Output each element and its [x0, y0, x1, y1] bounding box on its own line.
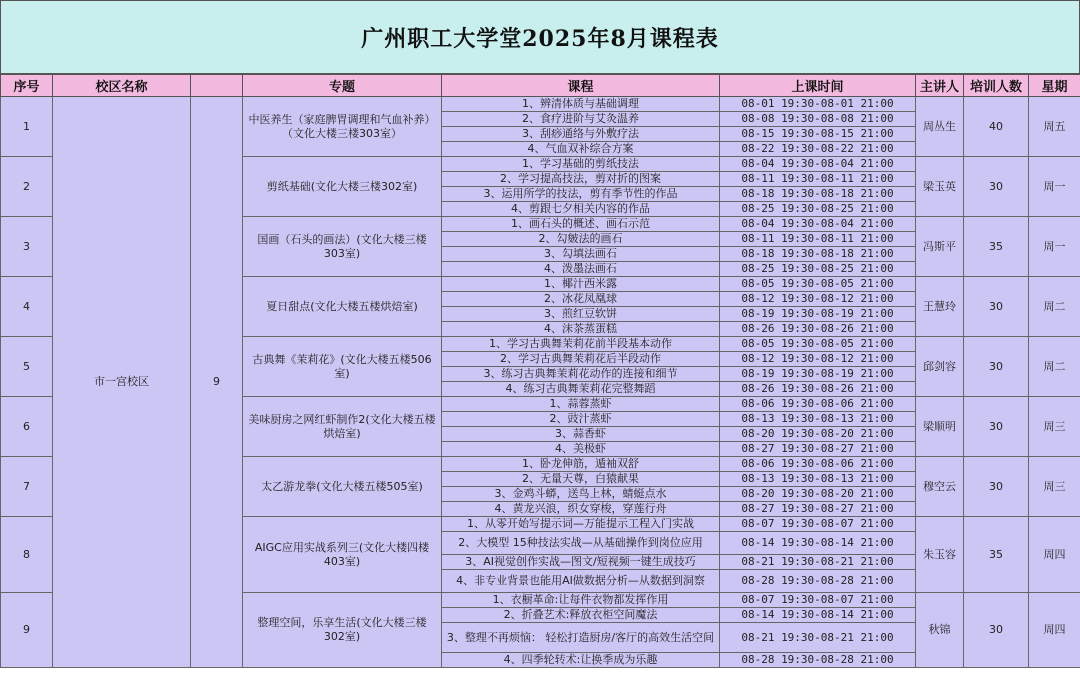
lesson-cell: 4、四季轮转术:让换季成为乐趣: [442, 653, 720, 668]
count-cell: 35: [964, 517, 1029, 593]
time-cell: 08-22 19:30-08-22 21:00: [720, 142, 916, 157]
count-cell: 40: [964, 97, 1029, 157]
lesson-cell: 2、折叠艺术:释放衣柜空间魔法: [442, 608, 720, 623]
lesson-cell: 1、从零开始写提示词—万能提示工程入门实战: [442, 517, 720, 532]
lesson-cell: 1、画石头的概述、画石示范: [442, 217, 720, 232]
time-cell: 08-05 19:30-08-05 21:00: [720, 277, 916, 292]
time-cell: 08-18 19:30-08-18 21:00: [720, 247, 916, 262]
count-cell: 30: [964, 593, 1029, 668]
time-cell: 08-12 19:30-08-12 21:00: [720, 292, 916, 307]
weekday-cell: 周三: [1029, 457, 1080, 517]
header-topic: 专题: [243, 75, 442, 97]
lesson-cell: 3、AI视觉创作实战—图文/短视频一键生成技巧: [442, 555, 720, 570]
time-cell: 08-01 19:30-08-01 21:00: [720, 97, 916, 112]
time-cell: 08-27 19:30-08-27 21:00: [720, 502, 916, 517]
row-number: 6: [1, 397, 53, 457]
lesson-cell: 3、刮痧通络与外敷疗法: [442, 127, 720, 142]
table-row: [1, 97, 1080, 112]
header-campus: 校区名称: [53, 75, 191, 97]
lesson-cell: 3、运用所学的技法，剪有季节性的作品: [442, 187, 720, 202]
lesson-cell: 4、泼墨法画石: [442, 262, 720, 277]
count-cell: 30: [964, 457, 1029, 517]
time-cell: 08-08 19:30-08-08 21:00: [720, 112, 916, 127]
lesson-cell: 1、衣橱革命:让每件衣物都发挥作用: [442, 593, 720, 608]
lesson-cell: 4、美极虾: [442, 442, 720, 457]
time-cell: 08-13 19:30-08-13 21:00: [720, 472, 916, 487]
schedule-table: [0, 74, 1080, 668]
lesson-cell: 3、整理不再烦恼： 轻松打造厨房/客厅的高效生活空间: [442, 623, 720, 653]
time-cell: 08-26 19:30-08-26 21:00: [720, 382, 916, 397]
campus-name: 市一宫校区: [53, 97, 191, 668]
lesson-cell: 2、无量天尊，白猿献果: [442, 472, 720, 487]
lesson-cell: 4、沫茶蒸蛋糕: [442, 322, 720, 337]
lesson-cell: 4、气血双补综合方案: [442, 142, 720, 157]
topic-cell: 整理空间，乐享生活(文化大楼三楼302室): [243, 593, 442, 668]
row-number: 5: [1, 337, 53, 397]
lesson-cell: 2、学习提高技法，剪对折的图案: [442, 172, 720, 187]
lesson-cell: 2、冰花凤凰球: [442, 292, 720, 307]
topic-cell: 夏日甜点(文化大楼五楼烘焙室): [243, 277, 442, 337]
count-cell: 30: [964, 337, 1029, 397]
time-cell: 08-14 19:30-08-14 21:00: [720, 532, 916, 555]
topic-cell: 国画（石头的画法）(文化大楼三楼303室): [243, 217, 442, 277]
lesson-cell: 1、卧龙伸筋，遁袖双舒: [442, 457, 720, 472]
row-number: 8: [1, 517, 53, 593]
time-cell: 08-04 19:30-08-04 21:00: [720, 157, 916, 172]
row-number: 4: [1, 277, 53, 337]
lesson-cell: 3、勾填法画石: [442, 247, 720, 262]
time-cell: 08-19 19:30-08-19 21:00: [720, 367, 916, 382]
time-cell: 08-12 19:30-08-12 21:00: [720, 352, 916, 367]
lesson-cell: 1、辨清体质与基础调理: [442, 97, 720, 112]
weekday-cell: 周二: [1029, 277, 1080, 337]
lesson-cell: 4、练习古典舞茉莉花完整舞蹈: [442, 382, 720, 397]
time-cell: 08-28 19:30-08-28 21:00: [720, 653, 916, 668]
topic-cell: 剪纸基础(文化大楼三楼302室): [243, 157, 442, 217]
teacher-cell: 朱玉容: [916, 517, 964, 593]
title-bar: [0, 0, 1080, 74]
row-number: 2: [1, 157, 53, 217]
weekday-cell: 周二: [1029, 337, 1080, 397]
lesson-cell: 2、大模型 15种技法实战—从基础操作到岗位应用: [442, 532, 720, 555]
lesson-cell: 2、学习古典舞茉莉花后半段动作: [442, 352, 720, 367]
weekday-cell: 周四: [1029, 517, 1080, 593]
time-cell: 08-07 19:30-08-07 21:00: [720, 593, 916, 608]
row-number: 1: [1, 97, 53, 157]
lesson-cell: 3、金鸡斗蟒，送鸟上林，蜻蜓点水: [442, 487, 720, 502]
count-cell: 30: [964, 397, 1029, 457]
teacher-cell: 冯斯平: [916, 217, 964, 277]
header-teacher: 主讲人: [916, 75, 964, 97]
time-cell: 08-06 19:30-08-06 21:00: [720, 457, 916, 472]
lesson-cell: 1、蒜蓉蒸虾: [442, 397, 720, 412]
time-cell: 08-27 19:30-08-27 21:00: [720, 442, 916, 457]
time-cell: 08-07 19:30-08-07 21:00: [720, 517, 916, 532]
lesson-cell: 3、煎红豆软饼: [442, 307, 720, 322]
row-number: 9: [1, 593, 53, 668]
time-cell: 08-20 19:30-08-20 21:00: [720, 427, 916, 442]
header-count: 培训人数: [964, 75, 1029, 97]
count-cell: 30: [964, 277, 1029, 337]
weekday-cell: 周三: [1029, 397, 1080, 457]
topic-cell: 美味厨房之网红虾制作2(文化大楼五楼烘焙室): [243, 397, 442, 457]
time-cell: 08-05 19:30-08-05 21:00: [720, 337, 916, 352]
teacher-cell: 梁玉英: [916, 157, 964, 217]
weekday-cell: 周一: [1029, 157, 1080, 217]
count-cell: 35: [964, 217, 1029, 277]
lesson-cell: 1、椰汁西米露: [442, 277, 720, 292]
lesson-cell: 2、食疗进阶与艾灸温养: [442, 112, 720, 127]
weekday-cell: 周一: [1029, 217, 1080, 277]
header-time: 上课时间: [720, 75, 916, 97]
time-cell: 08-15 19:30-08-15 21:00: [720, 127, 916, 142]
time-cell: 08-04 19:30-08-04 21:00: [720, 217, 916, 232]
schedule-body: [1, 97, 1080, 668]
topic-cell: 太乙游龙拳(文化大楼五楼505室): [243, 457, 442, 517]
time-cell: 08-06 19:30-08-06 21:00: [720, 397, 916, 412]
time-cell: 08-13 19:30-08-13 21:00: [720, 412, 916, 427]
header-lesson: 课程: [442, 75, 720, 97]
time-cell: 08-28 19:30-08-28 21:00: [720, 570, 916, 593]
lesson-cell: 2、豉汁蒸虾: [442, 412, 720, 427]
time-cell: 08-19 19:30-08-19 21:00: [720, 307, 916, 322]
header-row: [1, 75, 1080, 97]
weekday-cell: 周四: [1029, 593, 1080, 668]
lesson-cell: 3、蒜香虾: [442, 427, 720, 442]
lesson-cell: 1、学习基础的剪纸技法: [442, 157, 720, 172]
teacher-cell: 周丛生: [916, 97, 964, 157]
time-cell: 08-14 19:30-08-14 21:00: [720, 608, 916, 623]
lesson-cell: 1、学习古典舞茉莉花前半段基本动作: [442, 337, 720, 352]
time-cell: 08-11 19:30-08-11 21:00: [720, 172, 916, 187]
topic-cell: AIGC应用实战系列三(文化大楼四楼403室): [243, 517, 442, 593]
time-cell: 08-20 19:30-08-20 21:00: [720, 487, 916, 502]
time-cell: 08-21 19:30-08-21 21:00: [720, 623, 916, 653]
row-number: 7: [1, 457, 53, 517]
row-number: 3: [1, 217, 53, 277]
teacher-cell: 秋锦: [916, 593, 964, 668]
topic-cell: 古典舞《茉莉花》(文化大楼五楼506室): [243, 337, 442, 397]
lesson-cell: 4、黄龙兴浪，织女穿梭，穿莲行舟: [442, 502, 720, 517]
topic-cell: 中医养生（家庭脾胃调理和气血补养）（文化大楼三楼303室）: [243, 97, 442, 157]
teacher-cell: 梁顺明: [916, 397, 964, 457]
header-campus-count: [191, 75, 243, 97]
time-cell: 08-25 19:30-08-25 21:00: [720, 202, 916, 217]
weekday-cell: 周五: [1029, 97, 1080, 157]
lesson-cell: 4、剪跟七夕相关内容的作品: [442, 202, 720, 217]
lesson-cell: 3、练习古典舞茉莉花动作的连接和细节: [442, 367, 720, 382]
count-cell: 30: [964, 157, 1029, 217]
time-cell: 08-21 19:30-08-21 21:00: [720, 555, 916, 570]
page-title: 广州职工大学堂2025年8月课程表: [361, 25, 719, 52]
time-cell: 08-18 19:30-08-18 21:00: [720, 187, 916, 202]
header-weekday: 星期: [1029, 75, 1080, 97]
teacher-cell: 穆空云: [916, 457, 964, 517]
time-cell: 08-26 19:30-08-26 21:00: [720, 322, 916, 337]
campus-count: 9: [191, 97, 243, 668]
teacher-cell: 邱剑容: [916, 337, 964, 397]
teacher-cell: 王慧玲: [916, 277, 964, 337]
lesson-cell: 2、勾皴法的画石: [442, 232, 720, 247]
header-no: 序号: [1, 75, 53, 97]
time-cell: 08-25 19:30-08-25 21:00: [720, 262, 916, 277]
time-cell: 08-11 19:30-08-11 21:00: [720, 232, 916, 247]
lesson-cell: 4、非专业背景也能用AI做数据分析—从数据到洞察: [442, 570, 720, 593]
